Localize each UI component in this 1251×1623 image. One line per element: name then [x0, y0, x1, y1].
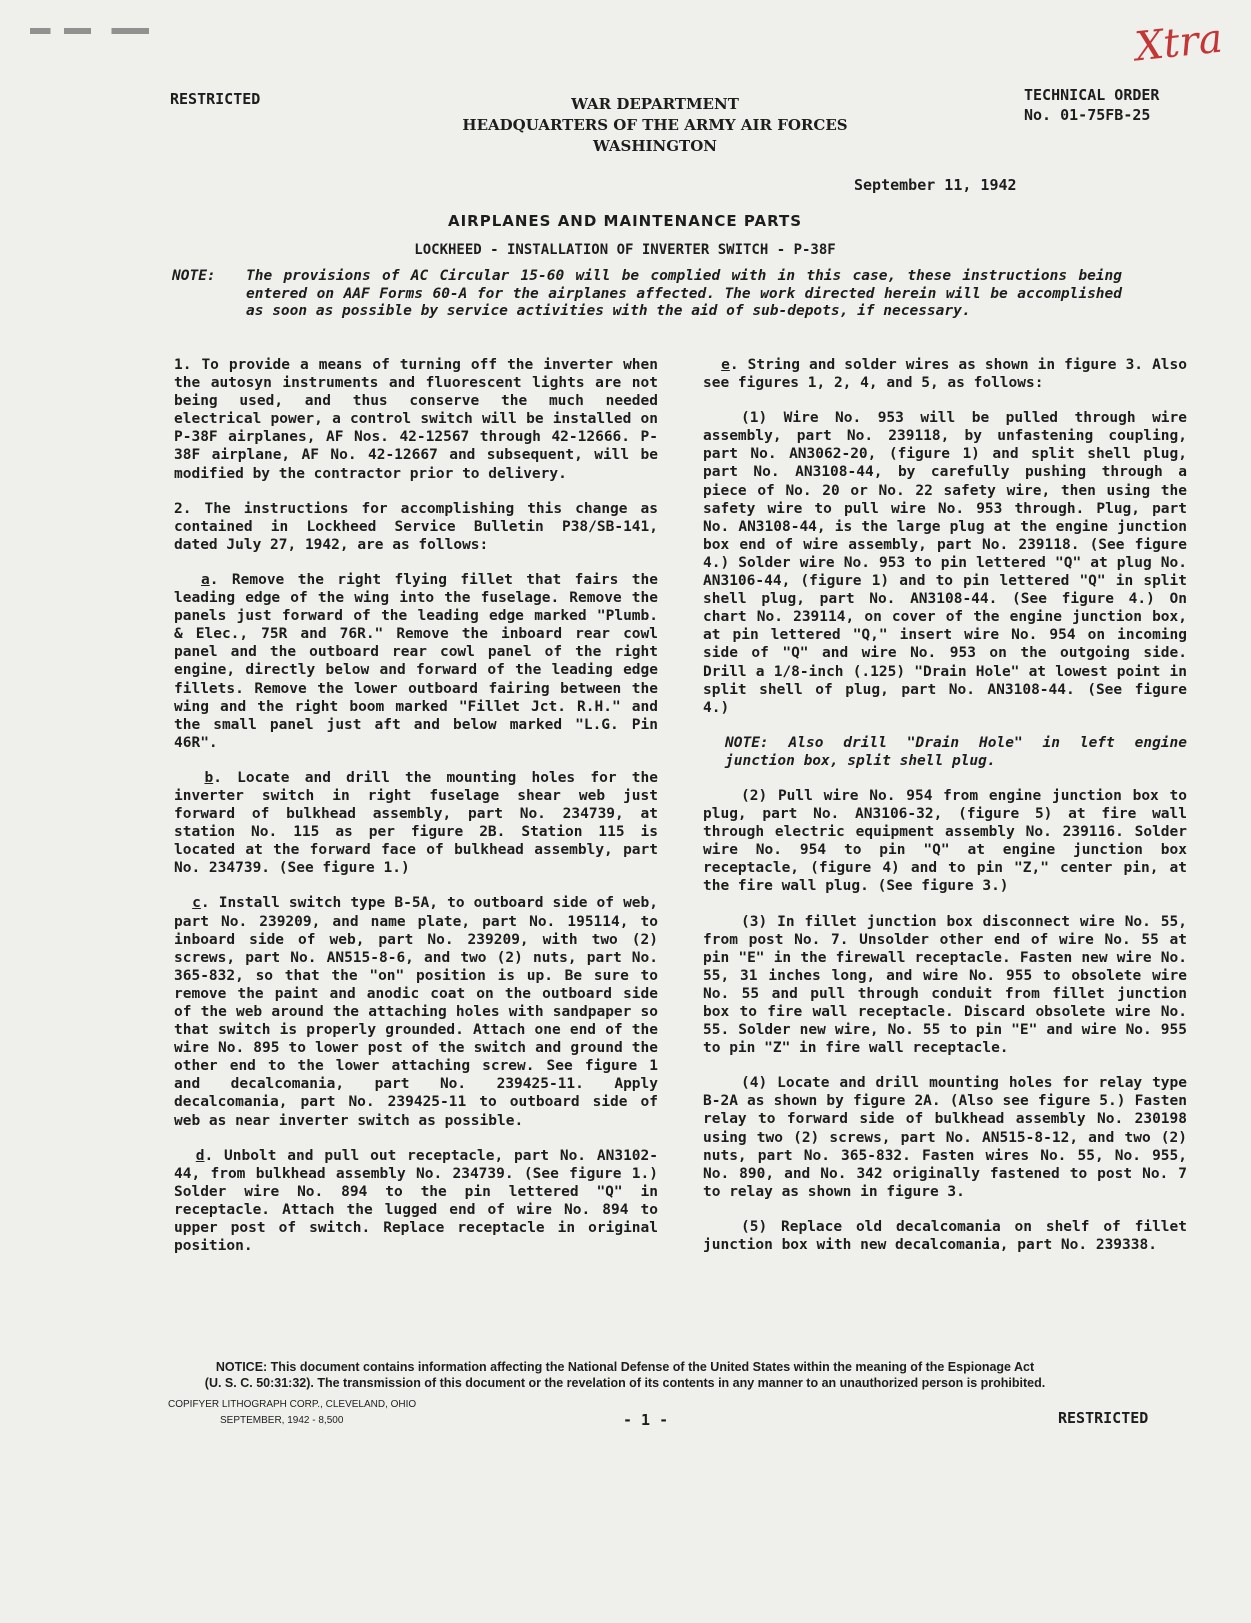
page-number: - 1 - [623, 1411, 669, 1429]
handwritten-annotation: Xtra [1132, 15, 1225, 71]
step-a-text: . Remove the right flying fillet that fairs the leading edge of the wing into the fuselage. Remove the panels just forward of the leading edge marked "Plumb. & Elec., 75R and 76R." Remove the inboard rear cowl panel and the outboard rear cowl panel of the right engine, directly below and forward of the leading edge fillets. Remove the lower outboard fairing between the wing and the right boom marked "Fillet Jct. R.H." and the small panel just aft and below marked "L.G. Pin 46R". [174, 571, 658, 751]
note-label: NOTE: [172, 268, 216, 284]
top-note [172, 268, 1122, 321]
authority-line-2: HEADQUARTERS OF THE ARMY AIR FORCES [462, 116, 848, 134]
notice-line-1: NOTICE: This document contains information affecting the National Defense of the United States within the meaning of the Espionage Act [215, 1360, 1035, 1374]
note-text: The provisions of AC Circular 15-60 will be complied with in this case, these instructions being entered on AAF Forms 60-A for the airplanes affected. The work directed herein will be accomplished as soon as possible by service activities with the aid of sub-depots, if necessary. [246, 268, 1122, 319]
paragraph-2: 2. The instructions for accomplishing this change as contained in Lockheed Service Bulletin P38/SB-141, dated July 27, 1942, are as follows: [174, 500, 658, 553]
substep-1: (1) Wire No. 953 will be pulled through wire assembly, part No. 239118, by unfastening coupling, part No. AN3062-20, (figure 1) and split shell plug, part No. AN3108-44, by carefully pushing through a piece of No. 20 or No. 22 safety wire, then using the safety wire to pull wire No. 953 through. Plug, part No. AN3108-44, is the large plug at the engine junction box end of wire assembly, part No. 239118. (See figure 4.) Solder wire No. 953 to pin lettered "Q" at plug No. AN3106-44, (figure 1) and to pin lettered "Q" in split shell plug, part No. AN3108-44. (See figure 4.) On chart No. 239114, on cover of the engine junction box, at pin lettered "Q," insert wire No. 954 on incoming side of "Q" and wire No. 953 on the outgoing side. Drill a 1/8-inch (.125) "Drain Hole" at lowest point in split shell of plug, part No. AN3108-44. (See figure 4.) [703, 410, 1187, 716]
step-e-text: . String and solder wires as shown in figure 3. Also see figures 1, 2, 4, and 5, as follows: [703, 357, 1187, 392]
step-c-label: c [192, 895, 201, 912]
technical-order-number [1024, 85, 1159, 125]
step-a-label: a [200, 571, 210, 588]
left-column [174, 356, 658, 1272]
step-b [174, 769, 658, 878]
printer-name: COPIFYER LITHOGRAPH CORP., CLEVELAND, OHIO [168, 1399, 417, 1410]
step-d-label: d [195, 1147, 205, 1164]
step-c [174, 894, 658, 1129]
to-label: TECHNICAL ORDER [1024, 86, 1160, 104]
inner-note: NOTE: Also drill "Drain Hole" in left engine junction box, split shell plug. [725, 734, 1187, 769]
substep-4: (4) Locate and drill mounting holes for relay type B-2A as shown by figure 2A. (Also see figure 5.) Fasten relay to forward side of bulkhead assembly No. 230198 using two (2) screws, part No. AN515-8-12, and two (2) nuts, part No. 365-832. Fasten wires No. 55, No. 955, No. 890, and No. 342 originally fastened to post No. 7 to relay as shown in figure 3. [703, 1075, 1187, 1200]
document-title: AIRPLANES AND MAINTENANCE PARTS [447, 212, 803, 230]
step-e-label: e [721, 357, 730, 373]
notice-line-2: (U. S. C. 50:31:32). The transmission of this document or the revelation of its contents in any manner to an unauthorized person is prohibited. [204, 1376, 1046, 1390]
restricted-footer: RESTRICTED [1058, 1409, 1149, 1427]
restricted-header: RESTRICTED [170, 90, 261, 108]
substep-2: (2) Pull wire No. 954 from engine junction box to plug, part No. AN3106-32, (figure 5) at fire wall through electric equipment assembly No. 239116. Solder wire No. 954 to pin "Q" at engine junction box receptacle, (figure 4) and to pin "Z," center pin, at the fire wall plug. (See figure 3.) [703, 787, 1187, 895]
step-c-text: . Install switch type B-5A, to outboard side of web, part No. 239209, and name plate, part No. 195114, to inboard side of web, part No. 239209, with two (2) screws, part No. AN515-8-6, and two (2) nuts, part No. 365-832, so that the "on" position is up. Be sure to remove the paint and anodic coat on the outboard side of the web around the attaching holes with sandpaper so that switch is properly grounded. Attach one end of the wire No. 895 to lower post of the switch and ground the other end to the lower attaching screw. See figure 1 and decalcomania, part No. 239425-11. Apply decalcomania, part No. 239425-11 to outboard side of web as near inverter switch as possible. [174, 895, 658, 1129]
step-b-text: . Locate and drill the mounting holes for the inverter switch in right fuselage shear web just forward of bulkhead assembly, part No. 234739, at station No. 115 as per figure 2B. Station 115 is located at the forward face of bulkhead assembly, part No. 234739. (See figure 1.) [174, 769, 658, 877]
to-number: No. 01-75FB-25 [1024, 106, 1151, 124]
issuing-authority [440, 94, 870, 157]
step-a [174, 571, 658, 752]
step-b-label: b [204, 769, 214, 786]
scan-edge-mark [30, 28, 200, 34]
document-subtitle: LOCKHEED - INSTALLATION OF INVERTER SWITCH - P-38F [414, 242, 836, 258]
substep-3: (3) In fillet junction box disconnect wire No. 55, from post No. 7. Unsolder other end of wire No. 55 at pin "E" in the firewall receptacle. Fasten new wire No. 55, 31 inches long, and wire No. 955 to obsolete wire No. 55 and pull through conduit from fillet junction box to fire wall receptacle. Discard obsolete wire No. 55. Solder new wire, No. 55 to pin "E" and wire No. 955 to pin "Z" in fire wall receptacle. [703, 913, 1187, 1057]
step-e [703, 356, 1187, 392]
step-d [174, 1147, 658, 1256]
authority-line-1: WAR DEPARTMENT [571, 95, 739, 113]
authority-line-3: WASHINGTON [592, 137, 717, 155]
right-column [703, 356, 1187, 1271]
step-d-text: . Unbolt and pull out receptacle, part No. AN3102-44, from bulkhead assembly No. 234739. (See figure 1.) Solder wire No. 894 to the pin lettered "Q" in receptacle. Attach the lugged end of wire No. 894 to upper post of switch. Replace receptacle in original position. [174, 1147, 658, 1255]
paragraph-1: 1. To provide a means of turning off the inverter when the autosyn instruments and fluorescent lights are not being used, and thus conserve the much needed electrical power, a control switch will be installed on P-38F airplanes, AF Nos. 42-12567 through 42-12666. P-38F airplane, AF No. 42-12667 and subsequent, will be modified by the contractor prior to delivery. [174, 357, 658, 482]
substep-5: (5) Replace old decalcomania on shelf of fillet junction box with new decalcomania, part No. 239338. [703, 1218, 1187, 1254]
printer-imprint [168, 1397, 416, 1429]
document-date: September 11, 1942 [854, 176, 1017, 194]
espionage-notice [170, 1359, 1080, 1391]
print-run: SEPTEMBER, 1942 - 8,500 [220, 1415, 344, 1426]
